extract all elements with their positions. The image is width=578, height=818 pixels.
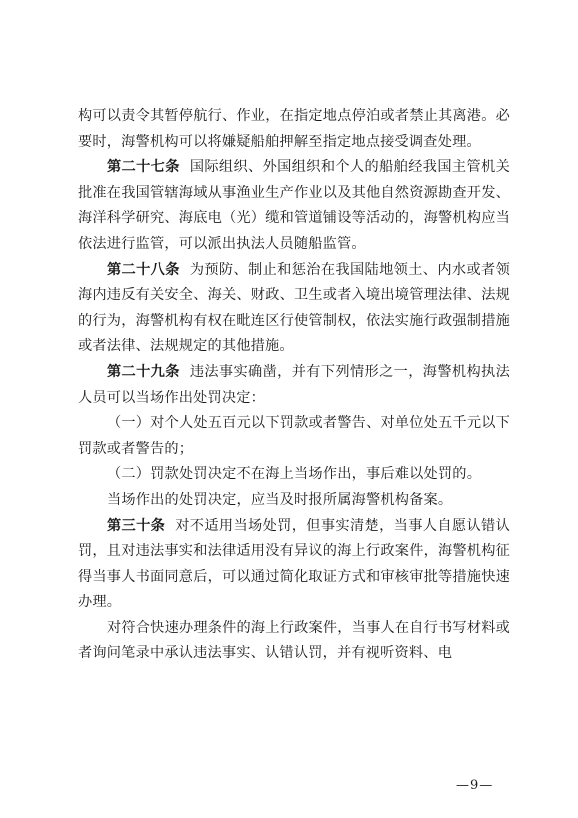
article-29-note: [78, 488, 510, 514]
article-29-item-1: [78, 411, 510, 462]
article-number: 第二十七条: [107, 159, 180, 176]
paragraph-1: [78, 104, 510, 155]
article-27: [78, 155, 510, 257]
page-number: —9—: [456, 778, 494, 793]
paragraph-text: 当场作出的处罚决定，应当及时报所属海警机构备案。: [107, 491, 453, 508]
article-28: [78, 258, 510, 360]
article-number: 第二十九条: [107, 363, 180, 380]
article-number: 第二十八条: [107, 261, 180, 278]
paragraph-text: 国际组织、外国组织和个人的船舶经我国主管机关批准在我国管辖海域从事渔业生产作业以及其他自然资源勘查开发、海洋科学研究、海底电（光）缆和管道铺设等活动的，海警机构应当依法进行监管，可以派出执法人员随船监管。: [78, 159, 510, 252]
paragraph-text: （一）对个人处五百元以下罚款或者警告、对单位处五千元以下罚款或者警告的；: [78, 415, 510, 457]
article-number: 第三十条: [107, 517, 166, 534]
paragraph-text: 违法事实确凿，并有下列情形之一，海警机构执法人员可以当场作出处罚决定：: [78, 363, 510, 406]
paragraph-text: 对符合快速办理条件的海上行政案件，当事人在自行书写材料或者询问笔录中承认违法事实、认错认罚，并有视听资料、电: [78, 619, 510, 662]
document-body: [78, 104, 510, 667]
paragraph-text: 为预防、制止和惩治在我国陆地领土、内水或者领海内违反有关安全、海关、财政、卫生或者入境出境管理法律、法规的行为，海警机构有权在毗连区行使管制权，依法实施行政强制措施或者法律、法规规定的其他措施。: [78, 261, 510, 355]
article-30-para-2: [78, 616, 510, 667]
article-29-item-2: [78, 462, 510, 488]
article-29: [78, 360, 510, 411]
paragraph-text: 构可以责令其暂停航行、作业，在指定地点停泊或者禁止其离港。必要时，海警机构可以将嫌疑船舶押解至指定地点接受调查处理。: [78, 108, 510, 150]
paragraph-text: （二）罚款处罚决定不在海上当场作出，事后难以处罚的。: [107, 466, 482, 483]
article-30: [78, 514, 510, 616]
paragraph-text: 对不适用当场处罚，但事实清楚，当事人自愿认错认罚，且对违法事实和法律适用没有异议的海上行政案件，海警机构征得当事人书面同意后，可以通过简化取证方式和审核审批等措施快速办理。: [78, 517, 510, 611]
